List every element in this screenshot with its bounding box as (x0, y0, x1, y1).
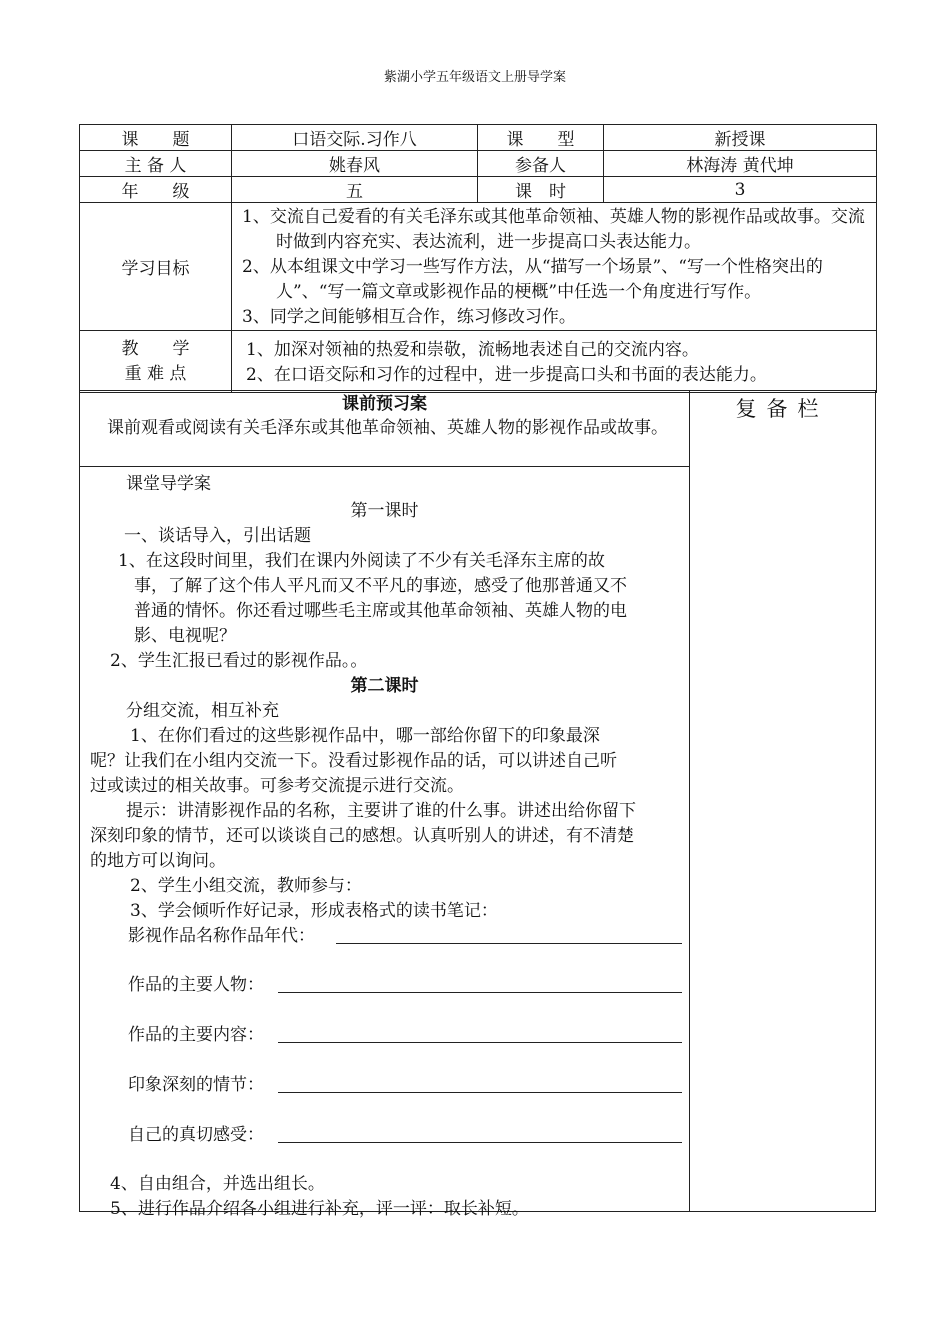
field-label-characters: 作品的主要人物： (128, 975, 264, 995)
field-label-feelings: 自己的真切感受： (128, 1125, 264, 1145)
q2: 2、学生小组交流，教师参与： (130, 876, 362, 896)
field-blank-plot[interactable] (278, 1092, 682, 1093)
guide-main-panel (79, 390, 690, 1219)
goals-label: 学习目标 (80, 203, 232, 331)
key-points-label (80, 331, 232, 393)
lead-value: 姚春风 (232, 151, 478, 177)
key-item: 2、在口语交际和习作的过程中，进一步提高口头和书面的表达能力。 (246, 364, 767, 385)
para-1-line: 普通的情怀。你还看过哪些毛主席或其他革命领袖、英雄人物的电 (134, 601, 627, 621)
preview-title: 课前预习案 (342, 394, 427, 414)
goal-item: 3、同学之间能够相互合作，练习修改习作。 (242, 307, 576, 327)
lesson-2-title: 第二课时 (350, 676, 419, 696)
co-value: 林海涛 黄代坤 (604, 151, 877, 177)
key-label-line: 教 学 (121, 338, 190, 359)
para-1-line: 1、在这段时间里，我们在课内外阅读了不少有关毛泽东主席的故 (118, 551, 605, 571)
type-label: 课 型 (478, 125, 604, 151)
tip-line: 提示：讲清影视作品的名称，主要讲了谁的什么事。讲述出给你留下 (126, 801, 636, 821)
key-label-line: 重 难 点 (124, 363, 187, 384)
section-1-heading: 一、谈话导入，引出话题 (124, 526, 311, 546)
q1-line: 1、在你们看过的这些影视作品中，哪一部给你留下的印象最深 (130, 726, 600, 746)
period-label: 课 时 (478, 177, 604, 203)
guide-title: 课堂导学案 (126, 474, 211, 494)
type-value: 新授课 (604, 125, 877, 151)
review-sidebar-title: 复备栏 (735, 397, 829, 421)
para-2: 2、学生汇报已看过的影视作品。。 (110, 651, 368, 671)
section-divider (80, 466, 689, 467)
topic-label: 课 题 (80, 125, 232, 151)
field-blank-content[interactable] (278, 1042, 682, 1043)
field-blank-characters[interactable] (278, 992, 682, 993)
period-value: 3 (604, 177, 877, 203)
section-2-heading: 分组交流，相互补充 (126, 701, 279, 721)
field-blank-feelings[interactable] (278, 1142, 682, 1143)
field-label-plot: 印象深刻的情节： (128, 1075, 264, 1095)
field-blank-title-era[interactable] (336, 943, 682, 944)
key-item: 1、加深对领袖的热爱和崇敬，流畅地表述自己的交流内容。 (246, 339, 699, 360)
key-points-list (232, 331, 877, 393)
topic-value: 口语交际.习作八 (232, 125, 478, 151)
lesson-1-title: 第一课时 (350, 501, 419, 521)
goals-list (232, 203, 877, 331)
grade-value: 五 (232, 177, 478, 203)
co-label: 参备人 (478, 151, 604, 177)
grade-label: 年 级 (80, 177, 232, 203)
goal-item: 2、从本组课文中学习一些写作方法，从“描写一个场景”、“写一个性格突出的人”、“写一篇文章或影视作品的梗概”中任选一个角度进行写作。 (242, 257, 823, 302)
page-header: 紫湖小学五年级语文上册导学案 (383, 70, 566, 85)
field-label-title-era: 影视作品名称作品年代： (128, 926, 315, 946)
tip-line: 的地方可以询问。 (90, 851, 226, 871)
q1-line: 呢？让我们在小组内交流一下。没看过影视作品的话，可以讲述自己听 (90, 751, 617, 771)
para-1-line: 影、电视呢？ (134, 626, 236, 646)
q1-line: 过或读过的相关故事。可参考交流提示进行交流。 (90, 776, 464, 796)
lesson-info-table (79, 124, 877, 393)
q5: 5、进行作品介绍各小组进行补充，评一评：取长补短。 (110, 1199, 529, 1219)
q4: 4、自由组合，并选出组长。 (110, 1174, 325, 1194)
goal-item: 1、交流自己爱看的有关毛泽东或其他革命领袖、英雄人物的影视作品或故事。交流时做到内容充实、表达流利，进一步提高口头表达能力。 (242, 207, 865, 252)
field-label-content: 作品的主要内容： (128, 1025, 264, 1045)
lead-label: 主 备 人 (80, 151, 232, 177)
para-1-line: 事，了解了这个伟人平凡而又不平凡的事迹，感受了他那普通又不 (134, 576, 627, 596)
review-sidebar (689, 390, 876, 1212)
tip-line: 深刻印象的情节，还可以谈谈自己的感想。认真听别人的讲述，有不清楚 (90, 826, 634, 846)
q3: 3、学会倾听作好记录，形成表格式的读书笔记： (130, 901, 498, 921)
preview-text: 课前观看或阅读有关毛泽东或其他革命领袖、英雄人物的影视作品或故事。 (107, 418, 668, 438)
